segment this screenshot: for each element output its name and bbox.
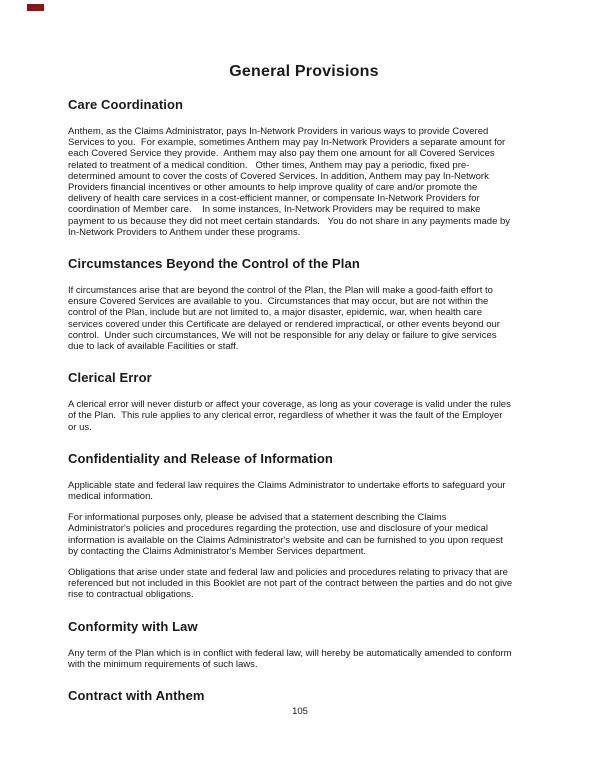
- text-line: with the minimum requirements of such laws.: [68, 658, 258, 670]
- section-heading: Confidentiality and Release of Information: [68, 450, 333, 466]
- text-line: determined amount to cover the costs of Covered Services. In addition, Anthem may pay In-Network: [68, 170, 489, 182]
- text-line: A clerical error will never disturb or affect your coverage, as long as your coverage is valid under the rules: [68, 399, 511, 411]
- text-line: Obligations that arise under state and federal law and policies and procedures relating to privacy that are: [68, 567, 508, 579]
- text-line: control of the Plan, include but are not limited to, a major disaster, epidemic, war, when health care: [68, 307, 483, 319]
- text-line: of the Plan. This rule applies to any clerical error, regardless of whether it was the fault of the Employer: [68, 410, 503, 422]
- text-line: Anthem, as the Claims Administrator, pays In-Network Providers in various ways to provide Covered: [68, 126, 489, 137]
- paragraph: [68, 285, 540, 352]
- text-line: Providers financial incentives or other amounts to help improve quality of care and/or promote the: [68, 182, 478, 194]
- paragraph: [68, 512, 540, 557]
- red-annotation-mark: [27, 4, 44, 11]
- text-line: information is available on the Claims Administrator's website and can be furnished to you upon request: [68, 534, 503, 546]
- text-line: related to treatment of a medical condition. Other times, Anthem may pay a periodic, fixed pre-: [68, 159, 470, 171]
- section-heading: Circumstances Beyond the Control of the Plan: [68, 256, 360, 272]
- text-line: due to lack of available Facilities or staff.: [68, 341, 239, 353]
- paragraph: [68, 399, 540, 433]
- section-heading: Conformity with Law: [68, 618, 198, 634]
- text-line: or us.: [68, 421, 92, 433]
- text-line: coordination of Member care. In some instances, In-Network Providers may be required to make: [68, 204, 481, 216]
- text-line: Applicable state and federal law requires the Claims Administrator to undertake efforts to safeguard your: [68, 479, 506, 491]
- page-number: 105: [292, 706, 308, 717]
- section-heading: Care Coordination: [68, 97, 184, 112]
- text-line: by contacting the Claims Administrator's Member Services department.: [68, 545, 367, 557]
- text-line: delivery of health care services in a cost-efficient manner, or compensate In-Network Providers for: [68, 193, 480, 205]
- text-line: services covered under this Certificate are delayed or rendered impractical, or other events beyond our: [68, 318, 500, 330]
- sections-container: [68, 97, 540, 704]
- text-line: Administrator's policies and procedures regarding the protection, use and disclosure of your medical: [68, 523, 489, 535]
- text-line: control. Under such circumstances, We will not be responsible for any delay or failure to give services: [68, 329, 497, 341]
- text-line: ensure Covered Services are available to you. Circumstances that may occur, but are not within the: [68, 296, 489, 308]
- text-line: In-Network Providers to Anthem under these programs.: [68, 226, 301, 238]
- text-line: rise to contractual obligations.: [68, 589, 194, 601]
- text-line: medical information.: [68, 491, 154, 503]
- text-line: Services to you. For example, sometimes Anthem may pay In-Network Providers a separate amount for: [68, 137, 506, 149]
- text-line: payment to us because they did not meet certain standards. You do not share in any payments made by: [68, 215, 511, 227]
- text-line: each Covered Service they provide. Anthem may also pay them one amount for all Covered Services: [68, 148, 495, 160]
- text-line: Any term of the Plan which is in conflict with federal law, will hereby be automatically amended to conform: [68, 647, 512, 659]
- section-heading: Clerical Error: [68, 370, 152, 386]
- section-heading: Contract with Anthem: [68, 688, 205, 704]
- paragraph: [68, 126, 540, 238]
- document-page: [68, 64, 540, 717]
- paragraph: [68, 480, 540, 502]
- text-line: If circumstances arise that are beyond the control of the Plan, the Plan will make a good-faith effort to: [68, 285, 493, 297]
- paragraph: [68, 567, 540, 601]
- text-line: referenced but not included in this Booklet are not part of the contract between the parties and do not give: [68, 578, 513, 590]
- text-line: For informational purposes only, please be advised that a statement describing the Claims: [68, 512, 447, 524]
- paragraph: [68, 648, 540, 670]
- page-title: General Provisions: [229, 63, 379, 80]
